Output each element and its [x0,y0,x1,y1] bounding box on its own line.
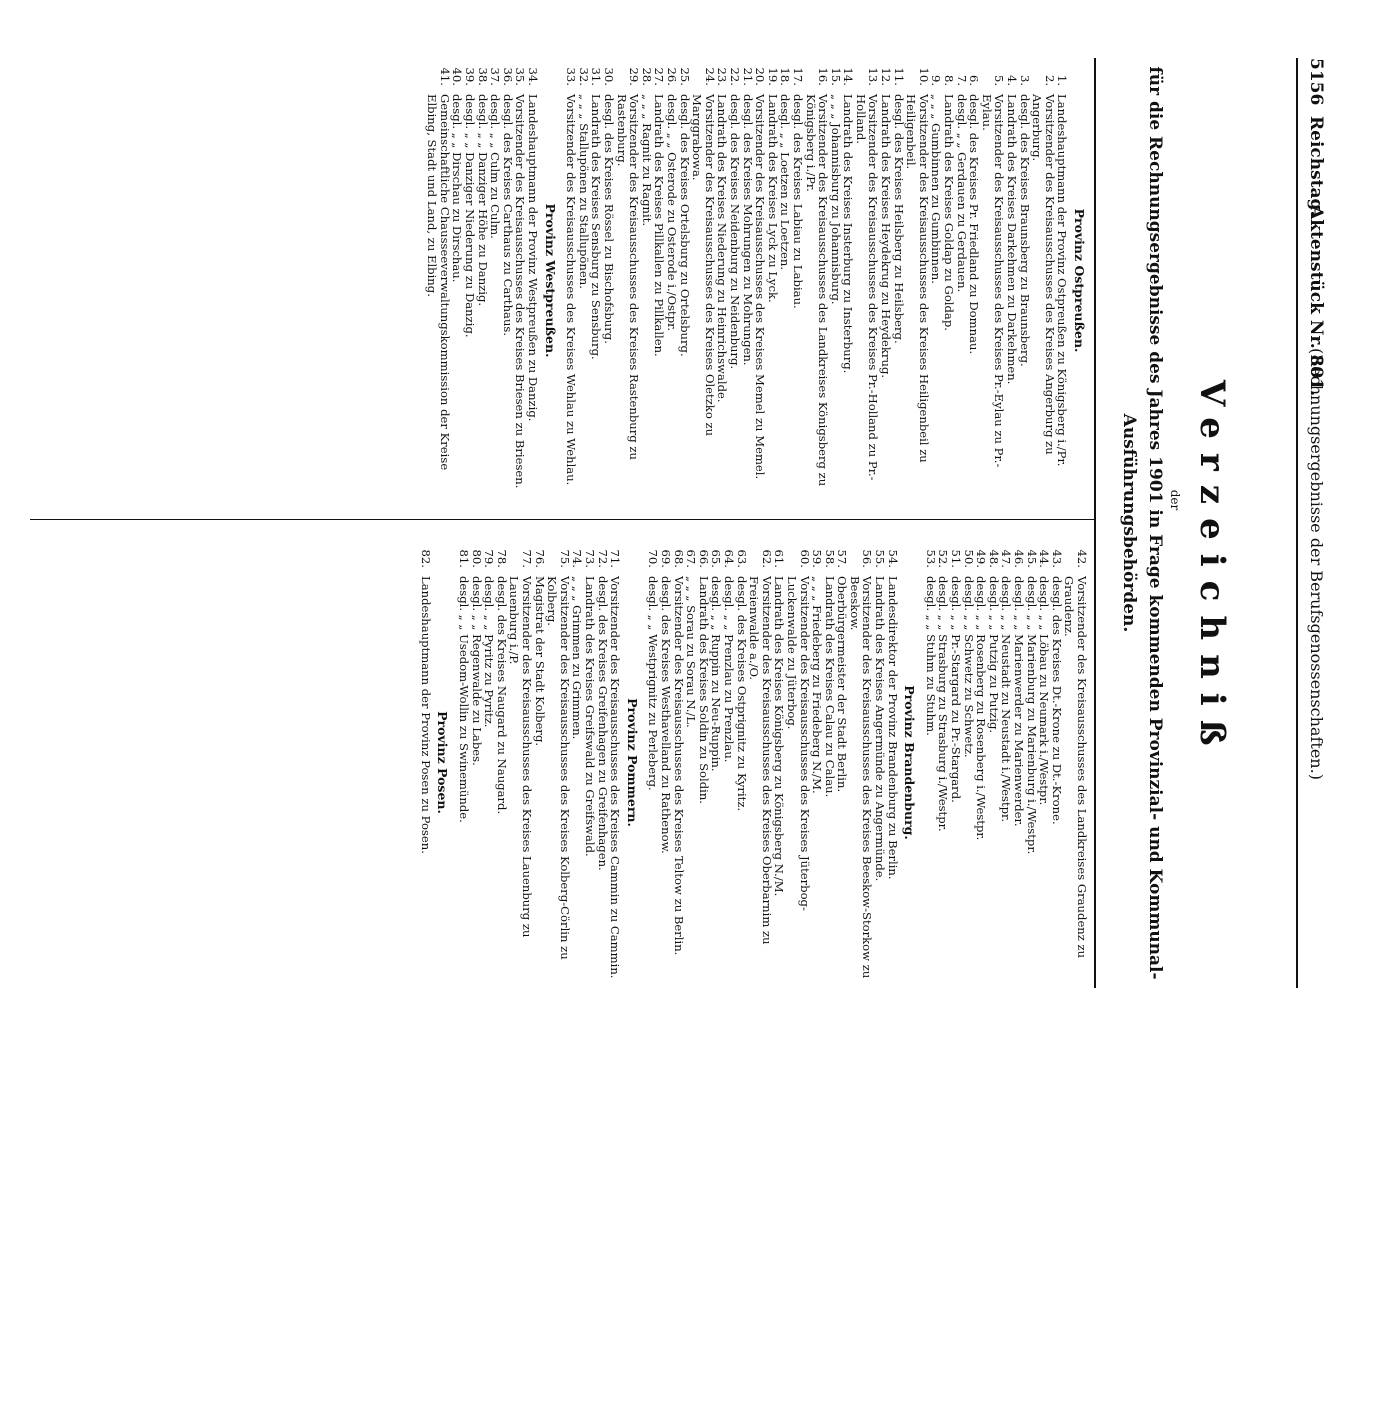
entry-number: 79. [482,549,497,568]
entry-number: 3. [1017,74,1032,86]
entry-number: 55. [873,549,888,568]
header-source: Reichstag. [1306,116,1326,217]
entry-number: 20. [753,67,768,86]
entry-text: desgl. des Kreises Braunsberg zu Braunsberg. [1017,94,1032,367]
list-item [647,540,660,985]
list-item [1050,540,1063,985]
entry-text: desgl. des Kreises Mohrungen zu Mohrungen. [740,94,755,366]
entry-number: 10. [916,67,931,86]
entry-number: 30. [602,67,617,86]
list-item [905,58,930,503]
entry-text: Vorsitzender des Kreisausschusses des Kreises Heiligenbeil zu Heiligenbeil. [904,94,931,463]
entry-text: desgl. des Kreises Neidenburg zu Neidenburg. [727,94,742,370]
entry-number: 74. [570,549,585,568]
list-item [653,58,666,503]
list-item [526,58,539,503]
list-item [565,58,578,503]
list-item [766,58,779,503]
entry-text: Landesdirektor der Provinz Brandenburg zu Berlin. [885,576,900,880]
list-item [741,58,754,503]
entry-text: „ „ „ Gumbinnen zu Gumbinnen. [929,94,944,284]
entry-number: 29. [627,67,642,86]
entry-number: 59. [810,549,825,568]
entry-text: Landrath des Kreises Königsberg zu Königsberg N./M. [772,576,787,897]
list-item [659,540,672,985]
entry-number: 70. [646,549,661,568]
entry-number: 60. [797,549,812,568]
entry-number: 11. [891,67,906,86]
entry-text: „ „ „ Sorau zu Sorau N./L. [684,576,699,728]
list-item [975,540,988,985]
list-item [937,540,950,985]
list-item [458,540,471,985]
entry-text: desgl. „ „ Regenwalde zu Labes. [469,576,484,766]
entry-number: 9. [929,74,944,86]
entry-text: Vorsitzender des Kreisausschusses des Kreises Cammin zu Cammin. [608,576,623,979]
entry-number: 45. [1024,549,1039,568]
entry-text: Landrath des Kreises Angermünde zu Angermünde. [873,576,888,882]
list-item [716,58,729,503]
entry-text: Landrath des Kreises Heydekrug zu Heydekrug. [879,94,894,379]
list-item [678,58,691,503]
entry-text: desgl. des Kreises Greifenhagen zu Greifenhagen. [595,576,610,871]
entry-number: 52. [936,549,951,568]
entry-number: 69. [659,549,673,568]
left-column [426,58,1088,503]
entry-text: desgl. „ „ Putzig zu Putzig. [986,576,1001,734]
entry-text: desgl. des Kreises Carthaus zu Carthaus. [500,94,515,337]
entry-number: 16. [816,67,831,86]
list-item [596,540,609,985]
entry-text: desgl. „ „ Prenzlau zu Prenzlau. [721,576,736,763]
entry-number: 8. [942,74,957,86]
entry-number: 71. [608,549,623,568]
entry-text: „ „ „ Ragnit zu Ragnit. [639,94,654,227]
entry-text: desgl. des Kreises Naugard zu Naugard. [494,576,509,815]
list-item [1025,540,1038,985]
entry-number: 7. [954,74,969,86]
list-item [1005,58,1018,503]
list-item [1038,540,1051,985]
list-item [419,540,432,985]
entry-number: 31. [589,67,604,86]
entry-text: Landrath des Kreises Lyck zu Lyck. [765,94,780,303]
entry-number: 51. [949,549,964,568]
title-connector: der [1168,489,1182,511]
list-item [728,58,741,503]
entry-number: 19. [765,67,780,86]
entry-number: 61. [772,549,787,568]
entry-text: desgl. „ „ Osterode zu Osterode i./Ostpr. [665,94,679,332]
entry-number: 15. [828,67,843,86]
list-item [546,540,571,985]
list-item [886,540,899,985]
list-item [779,58,792,503]
entry-text: desgl. „ „ Danziger Niederung zu Danzig. [463,94,478,338]
entry-number: 34. [526,67,541,86]
entry-number: 66. [696,549,711,568]
entry-text: Landrath des Kreises Calau zu Calau. [822,576,837,798]
entry-number: 57. [835,549,850,568]
entry-number: 39. [463,67,478,86]
list-item [470,540,483,985]
entry-number: 22. [727,67,742,86]
entry-number: 35. [513,67,528,86]
list-item [609,540,622,985]
list-item [476,58,489,503]
entry-text: desgl. „ „ Danziger Höhe zu Danzig. [475,94,490,307]
entry-number: 46. [1012,549,1027,568]
entry-text: desgl. „ „ Westprignitz zu Perleberg. [646,576,661,791]
entry-number: 28. [639,67,654,86]
entry-number: 17. [790,67,805,86]
list-item [892,58,905,503]
list-item [508,540,533,985]
entry-text: Gemeinschaftliche Chausseeverwaltungskommission der Kreise Elbing, Stadt und Land, zu Elbing. [425,94,452,471]
list-item [577,58,590,503]
entry-text: Vorsitzender des Kreisausschusses des Kreises Briesen zu Briesen. [513,94,528,489]
list-item [426,58,451,503]
list-item [1000,540,1013,985]
list-item [533,540,546,985]
entry-number: 24. [702,67,717,86]
entry-number: 48. [986,549,1001,568]
section-heading-ostpreussen: Provinz Ostpreußen. [1072,208,1087,353]
list-item [483,540,496,985]
entry-text: Landrath des Kreises Goldap zu Goldap. [942,94,957,331]
list-item [880,58,893,503]
list-item [672,540,685,985]
column-divider [30,519,1096,520]
list-item [949,540,962,985]
entry-number: 44. [1037,549,1052,568]
list-item [836,540,849,985]
header-rule [1296,58,1298,988]
entry-text: Vorsitzender des Kreisausschusses des Kreises Angerburg zu Angerburg. [1030,94,1057,455]
entry-number: 72. [595,549,610,568]
entry-text: desgl. des Kreises Pr. Friedland zu Domnau. [967,94,982,355]
entry-text: desgl. „ „ Ruppin zu Neu-Ruppin. [709,576,724,772]
entry-number: 73. [583,549,598,568]
list-item [583,540,596,985]
entry-text: Landrath des Kreises Soldin zu Soldin. [696,576,711,804]
entry-text: Landrath des Kreises Niederung zu Heinrichswalde. [715,94,730,403]
right-column [419,540,1088,985]
list-item [495,540,508,985]
header-subject: (Rechnungsergebnisse der Berufsgenossenschaften.) [1307,348,1326,780]
list-item [710,540,723,985]
entry-text: desgl. „ „ Stuhm zu Stuhm. [923,576,938,736]
entry-text: desgl. des Kreises Dt.-Krone zu Dt.-Krone. [1049,576,1064,825]
entry-text: Vorsitzender des Kreisausschusses des Kreises Pr.-Eylau zu Pr.-Eylau. [979,94,1007,468]
entry-number: 2. [1042,74,1057,86]
list-item [987,540,1000,985]
list-item [942,58,955,503]
entry-number: 4. [1005,74,1020,86]
list-item [697,540,710,985]
entry-number: 23. [715,67,730,86]
entry-number: 32. [576,67,591,86]
list-item [874,540,887,985]
list-item [962,540,975,985]
entry-text: Landrath des Kreises Greifswald zu Greifswald. [583,576,598,857]
running-header [1298,58,1332,988]
entry-text: Vorsitzender des Kreisausschusses des Kreises Memel zu Memel. [753,94,768,480]
entry-number: 13. [866,67,881,86]
entry-text: desgl. „ „ Schwetz zu Schwetz. [961,576,976,758]
entry-number: 63. [734,549,749,568]
list-item [980,58,1005,503]
entry-number: 37. [488,67,503,86]
list-item [1012,540,1025,985]
entry-number: 18. [778,67,793,86]
list-item [722,540,735,985]
entry-text: desgl. „ „ Marienwerder zu Marienwerder. [1012,576,1027,827]
entry-number: 81. [457,549,472,568]
list-item [804,58,829,503]
list-item [791,58,804,503]
list-item [602,58,615,503]
entry-number: 21. [740,67,755,86]
list-item [955,58,968,503]
entry-text: desgl. „ „ Löbau zu Neumark i./Westpr. [1037,576,1052,806]
entry-number: 27. [652,67,667,86]
list-item [930,58,943,503]
entry-number: 64. [721,549,736,568]
entry-number: 14. [841,67,856,86]
entry-number: 1. [1055,74,1070,86]
entry-text: Vorsitzender des Kreisausschusses des Landkreises Graudenz zu Graudenz. [1062,576,1089,959]
entry-number: 65. [709,549,724,568]
entry-number: 43. [1049,549,1064,568]
entry-text: desgl. des Kreises Ortelsburg zu Ortelsburg. [677,94,692,357]
entry-text: Vorsitzender des Kreisausschusses des Kreises Beeskow-Storkow zu Beeskow. [847,576,875,979]
entry-text: desgl. „ „ Pr.-Stargard zu Pr.-Stargard. [949,576,964,803]
entry-text: desgl. „ „ Loetzen zu Loetzen. [778,94,793,271]
list-item [514,58,527,503]
entry-text: desgl. des Kreises Rössel zu Bischofsburg. [602,94,617,344]
entry-text: Vorsitzender des Kreisausschusses des Kreises Kolberg-Cörlin zu Kolberg. [545,576,572,960]
entry-number: 54. [885,549,900,568]
entry-number: 56. [860,549,875,568]
entry-number: 80. [469,549,484,568]
list-item [748,540,773,985]
list-item [829,58,842,503]
header-document: Aktenstück Nr. 801. [1306,206,1326,397]
document-title: Verzeichniß [1192,380,1232,760]
list-item [501,58,514,503]
entry-text: Landeshauptmann der Provinz Westpreußen zu Danzig. [526,94,541,422]
section-heading-westpreussen: Provinz Westpreußen. [542,203,558,358]
list-item [1056,58,1069,503]
entry-number: 58. [822,549,837,568]
section-heading-brandenburg: Provinz Brandenburg. [902,685,918,840]
entry-text: desgl. „ „ Culm zu Culm. [488,94,503,239]
list-item [571,540,584,985]
entry-number: 75. [557,549,572,568]
list-item [489,58,502,503]
entry-number: 53. [923,549,938,568]
entry-text: „ „ „ Friedeberg zu Friedeberg N./M. [810,576,825,794]
list-item [848,540,873,985]
entry-text: „ „ „ Johannisburg zu Johannisburg. [828,94,843,305]
entry-number: 77. [520,549,535,568]
entry-text: „ „ „ Stallupönen zu Stallupönen. [576,94,591,289]
list-item [773,540,786,985]
entry-number: 49. [974,549,989,568]
entry-text: desgl. des Kreises Heilsberg zu Heilsberg. [891,94,906,344]
entry-number: 25. [677,67,692,86]
list-item [924,540,937,985]
entry-number: 42. [1075,549,1089,568]
entry-text: Vorsitzender des Kreisausschusses des Kreises Oletzko zu Marggrabowa. [690,94,717,437]
list-item [1031,58,1056,503]
entry-number: 38. [475,67,490,86]
entry-text: Vorsitzender des Kreisausschusses des Kreises Lauenburg zu Lauenburg i./P. [507,576,535,938]
list-item [854,58,879,503]
entry-text: Vorsitzender des Kreisausschusses des Landkreises Königsberg zu Königsberg i./Pr. [803,94,831,487]
entry-number: 82. [418,549,433,568]
entry-number: 47. [999,549,1014,568]
page-number: 5156 [1306,58,1326,106]
entry-text: desgl. „ „ Usedom-Wollin zu Swinemünde. [457,576,472,823]
list-item [1018,58,1031,503]
entry-number: 76. [532,549,547,568]
entry-text: Vorsitzender des Kreisausschusses des Kreises Pr.-Holland zu Pr.-Holland. [853,94,881,481]
list-item [640,58,653,503]
entry-text: Oberbürgermeister der Stadt Berlin. [835,576,850,793]
entry-text: Landeshauptmann der Provinz Ostpreußen zu Königsberg i./Pr. [1055,94,1070,467]
list-item [691,58,716,503]
section-heading-posen: Provinz Posen. [435,711,451,814]
entry-text: desgl. des Kreises Ostprignitz zu Kyritz. [734,576,749,812]
entry-text: desgl. „ „ Dirschau zu Dirschau. [450,94,465,283]
list-item [1063,540,1088,985]
list-item [735,540,748,985]
entry-text: „ „ „ Grimmen zu Grimmen. [570,576,585,740]
list-item [754,58,767,503]
entry-text: desgl. des Kreises Westhavelland zu Rathenow. [659,576,673,854]
section-heading-pommern: Provinz Pommern. [624,698,640,827]
entry-text: desgl. des Kreises Labiau zu Labiau. [790,94,805,309]
entry-text: desgl. „ „ Strasburg zu Strasburg i./Westpr. [936,576,951,832]
top-rule [1094,58,1096,988]
entry-text: Landrath des Kreises Sensburg zu Sensburg. [589,94,604,360]
list-item [823,540,836,985]
entry-number: 68. [671,549,686,568]
entry-number: 78. [494,549,509,568]
list-item [811,540,824,985]
list-item [785,540,810,985]
entry-number: 36. [500,67,515,86]
entry-text: Vorsitzender des Kreisausschusses des Kreises Wehlau zu Wehlau. [564,94,579,486]
list-item [968,58,981,503]
entry-text: Vorsitzender des Kreisausschusses des Kreises Rastenburg zu Rastenburg. [614,94,642,460]
entry-number: 50. [961,549,976,568]
list-item [685,540,698,985]
entry-number: 33. [564,67,579,86]
entry-number: 26. [665,67,679,86]
entry-text: Vorsitzender des Kreisausschusses des Kreises Jüterbog-Luckenwalde zu Jüterbog. [784,576,812,911]
entry-number: 62. [759,549,774,568]
entry-text: Landrath des Kreises Pillkallen zu Pillkallen. [652,94,667,357]
entry-text: Vorsitzender des Kreisausschusses des Kreises Oberbarnim zu Freienwalde a./O. [747,576,774,945]
document-subtitle: für die Rechnungsergebnisse des Jahres 1901 in Frage kommenden Provinzial- und Kommunal-Ausführungsbehörden. [1119,66,1165,980]
entry-text: desgl. „ „ Neustadt zu Neustadt i./Westpr. [999,576,1014,823]
entry-number: 41. [437,67,452,86]
list-item [842,58,855,503]
entry-text: desgl. „ „ Pyritz zu Pyritz. [482,576,497,728]
entry-number: 67. [684,549,699,568]
entry-text: Vorsitzender des Kreisausschusses des Kreises Teltow zu Berlin. [671,576,686,956]
entry-number: 6. [967,74,982,86]
entry-number: 40. [450,67,465,86]
entry-text: desgl. „ „ Marienburg zu Marienburg i./Westpr. [1024,576,1039,855]
list-item [615,58,640,503]
list-item [590,58,603,503]
list-item [665,58,678,503]
list-item [464,58,477,503]
entry-text: Landeshauptmann der Provinz Posen zu Posen. [418,576,433,854]
entry-text: Landrath des Kreises Darkehmen zu Darkehmen. [1005,94,1020,385]
entry-text: desgl. „ „ Gerdauen zu Gerdauen. [954,94,969,293]
entry-number: 5. [992,74,1007,86]
entry-text: Magistrat der Stadt Kolberg. [532,576,547,747]
entry-number: 12. [879,67,894,86]
list-item [451,58,464,503]
entry-text: desgl. „ „ Rosenberg zu Rosenberg i./Westpr. [974,576,989,841]
entry-text: Landrath des Kreises Insterburg zu Insterburg. [841,94,856,374]
